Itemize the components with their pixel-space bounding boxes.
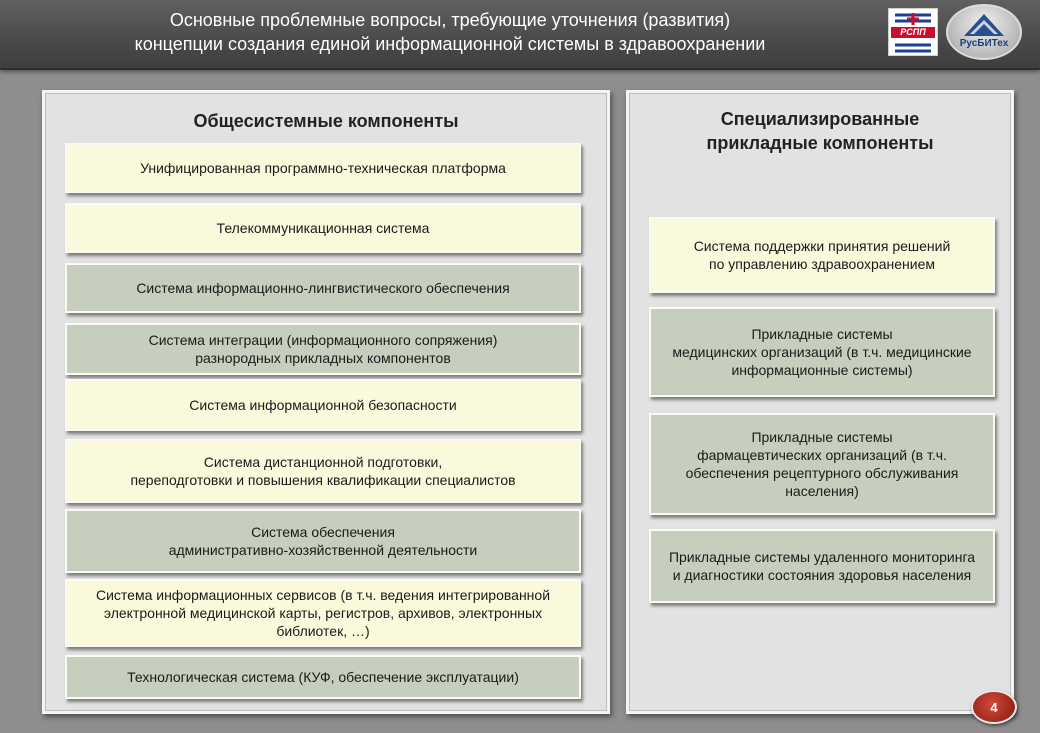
specialized-component-box-2-line-3: информационные системы) bbox=[731, 362, 913, 378]
rusbitech-logo-icon bbox=[948, 6, 1020, 58]
general-component-box-9 bbox=[65, 655, 581, 699]
general-components-title bbox=[45, 109, 607, 133]
general-component-box-1-line-1: Унифицированная программно-техническая платформа bbox=[140, 160, 506, 176]
specialized-component-box-2-line-2: медицинских организаций (в т.ч. медицинские bbox=[672, 344, 972, 360]
specialized-components-panel bbox=[626, 90, 1014, 714]
specialized-component-box-4 bbox=[649, 529, 995, 603]
general-component-box-6 bbox=[65, 439, 581, 503]
general-component-box-7-line-1: Система обеспечения bbox=[251, 524, 395, 540]
general-components-panel bbox=[42, 90, 610, 714]
specialized-components-title-line-2: прикладные компоненты bbox=[706, 133, 934, 153]
page-number-badge bbox=[971, 690, 1017, 724]
specialized-component-box-3-line-3: обеспечения рецептурного обслуживания bbox=[685, 465, 959, 481]
rspp-logo-text: РСПП bbox=[891, 27, 935, 38]
page-number: 4 bbox=[990, 699, 998, 715]
general-component-box-3-line-1: Система информационно-лингвистического обеспечения bbox=[136, 280, 510, 296]
specialized-component-box-2 bbox=[649, 307, 995, 397]
specialized-component-box-1-line-2: по управлению здравоохранением bbox=[708, 256, 936, 272]
general-component-box-6-line-2: переподготовки и повышения квалификации специалистов bbox=[130, 472, 516, 488]
specialized-components-title bbox=[629, 107, 1011, 155]
specialized-component-box-3-line-2: фармацевтических организаций (в т.ч. bbox=[697, 447, 947, 463]
rusbitech-logo bbox=[946, 4, 1022, 60]
general-component-box-7 bbox=[65, 509, 581, 573]
specialized-component-box-4-line-2: и диагностики состояния здоровья населения bbox=[672, 567, 972, 583]
general-component-box-4 bbox=[65, 323, 581, 375]
slide-title bbox=[20, 8, 880, 56]
specialized-components-title-line-1: Специализированные bbox=[720, 109, 920, 129]
rusbitech-logo-text: РусБИТех bbox=[959, 38, 1009, 49]
general-component-box-2-line-1: Телекоммуникационная система bbox=[216, 220, 430, 236]
specialized-component-box-3 bbox=[649, 413, 995, 515]
general-component-box-8-line-3: библиотек, …) bbox=[276, 623, 370, 639]
general-components-title-text: Общесистемные компоненты bbox=[193, 111, 459, 131]
general-component-box-8-line-1: Система информационных сервисов (в т.ч. ведения интегрированной bbox=[95, 587, 551, 603]
general-component-box-5-line-1: Система информационной безопасности bbox=[189, 397, 457, 413]
general-component-box-1 bbox=[65, 143, 581, 193]
general-component-box-4-line-1: Система интеграции (информационного сопряжения) bbox=[148, 332, 498, 348]
general-component-box-9-line-1: Технологическая система (КУФ, обеспечение эксплуатации) bbox=[127, 669, 519, 685]
general-component-box-4-line-2: разнородных прикладных компонентов bbox=[195, 350, 451, 366]
general-component-box-6-line-1: Система дистанционной подготовки, bbox=[203, 454, 443, 470]
general-component-box-8 bbox=[65, 579, 581, 647]
specialized-component-box-4-line-1: Прикладные системы удаленного мониторинга bbox=[668, 549, 976, 565]
specialized-component-box-1-line-1: Система поддержки принятия решений bbox=[693, 238, 951, 254]
slide-title-line-1: Основные проблемные вопросы, требующие уточнения (развития) bbox=[169, 10, 731, 30]
specialized-component-box-3-line-4: населения) bbox=[785, 483, 859, 499]
general-component-box-2 bbox=[65, 203, 581, 253]
slide-header bbox=[0, 0, 1040, 70]
specialized-component-box-3-line-1: Прикладные системы bbox=[751, 429, 893, 445]
general-component-box-7-line-2: административно-хозяйственной деятельности bbox=[168, 542, 478, 558]
rspp-logo bbox=[888, 8, 938, 56]
general-component-box-3 bbox=[65, 263, 581, 313]
general-component-box-8-line-2: электронной медицинской карты, регистров, архивов, электронных bbox=[103, 605, 543, 621]
specialized-component-box-1 bbox=[649, 217, 995, 293]
slide-title-line-2: концепции создания единой информационной системы в здравоохранении bbox=[134, 34, 766, 54]
specialized-component-box-2-line-1: Прикладные системы bbox=[751, 326, 893, 342]
general-component-box-5 bbox=[65, 379, 581, 431]
